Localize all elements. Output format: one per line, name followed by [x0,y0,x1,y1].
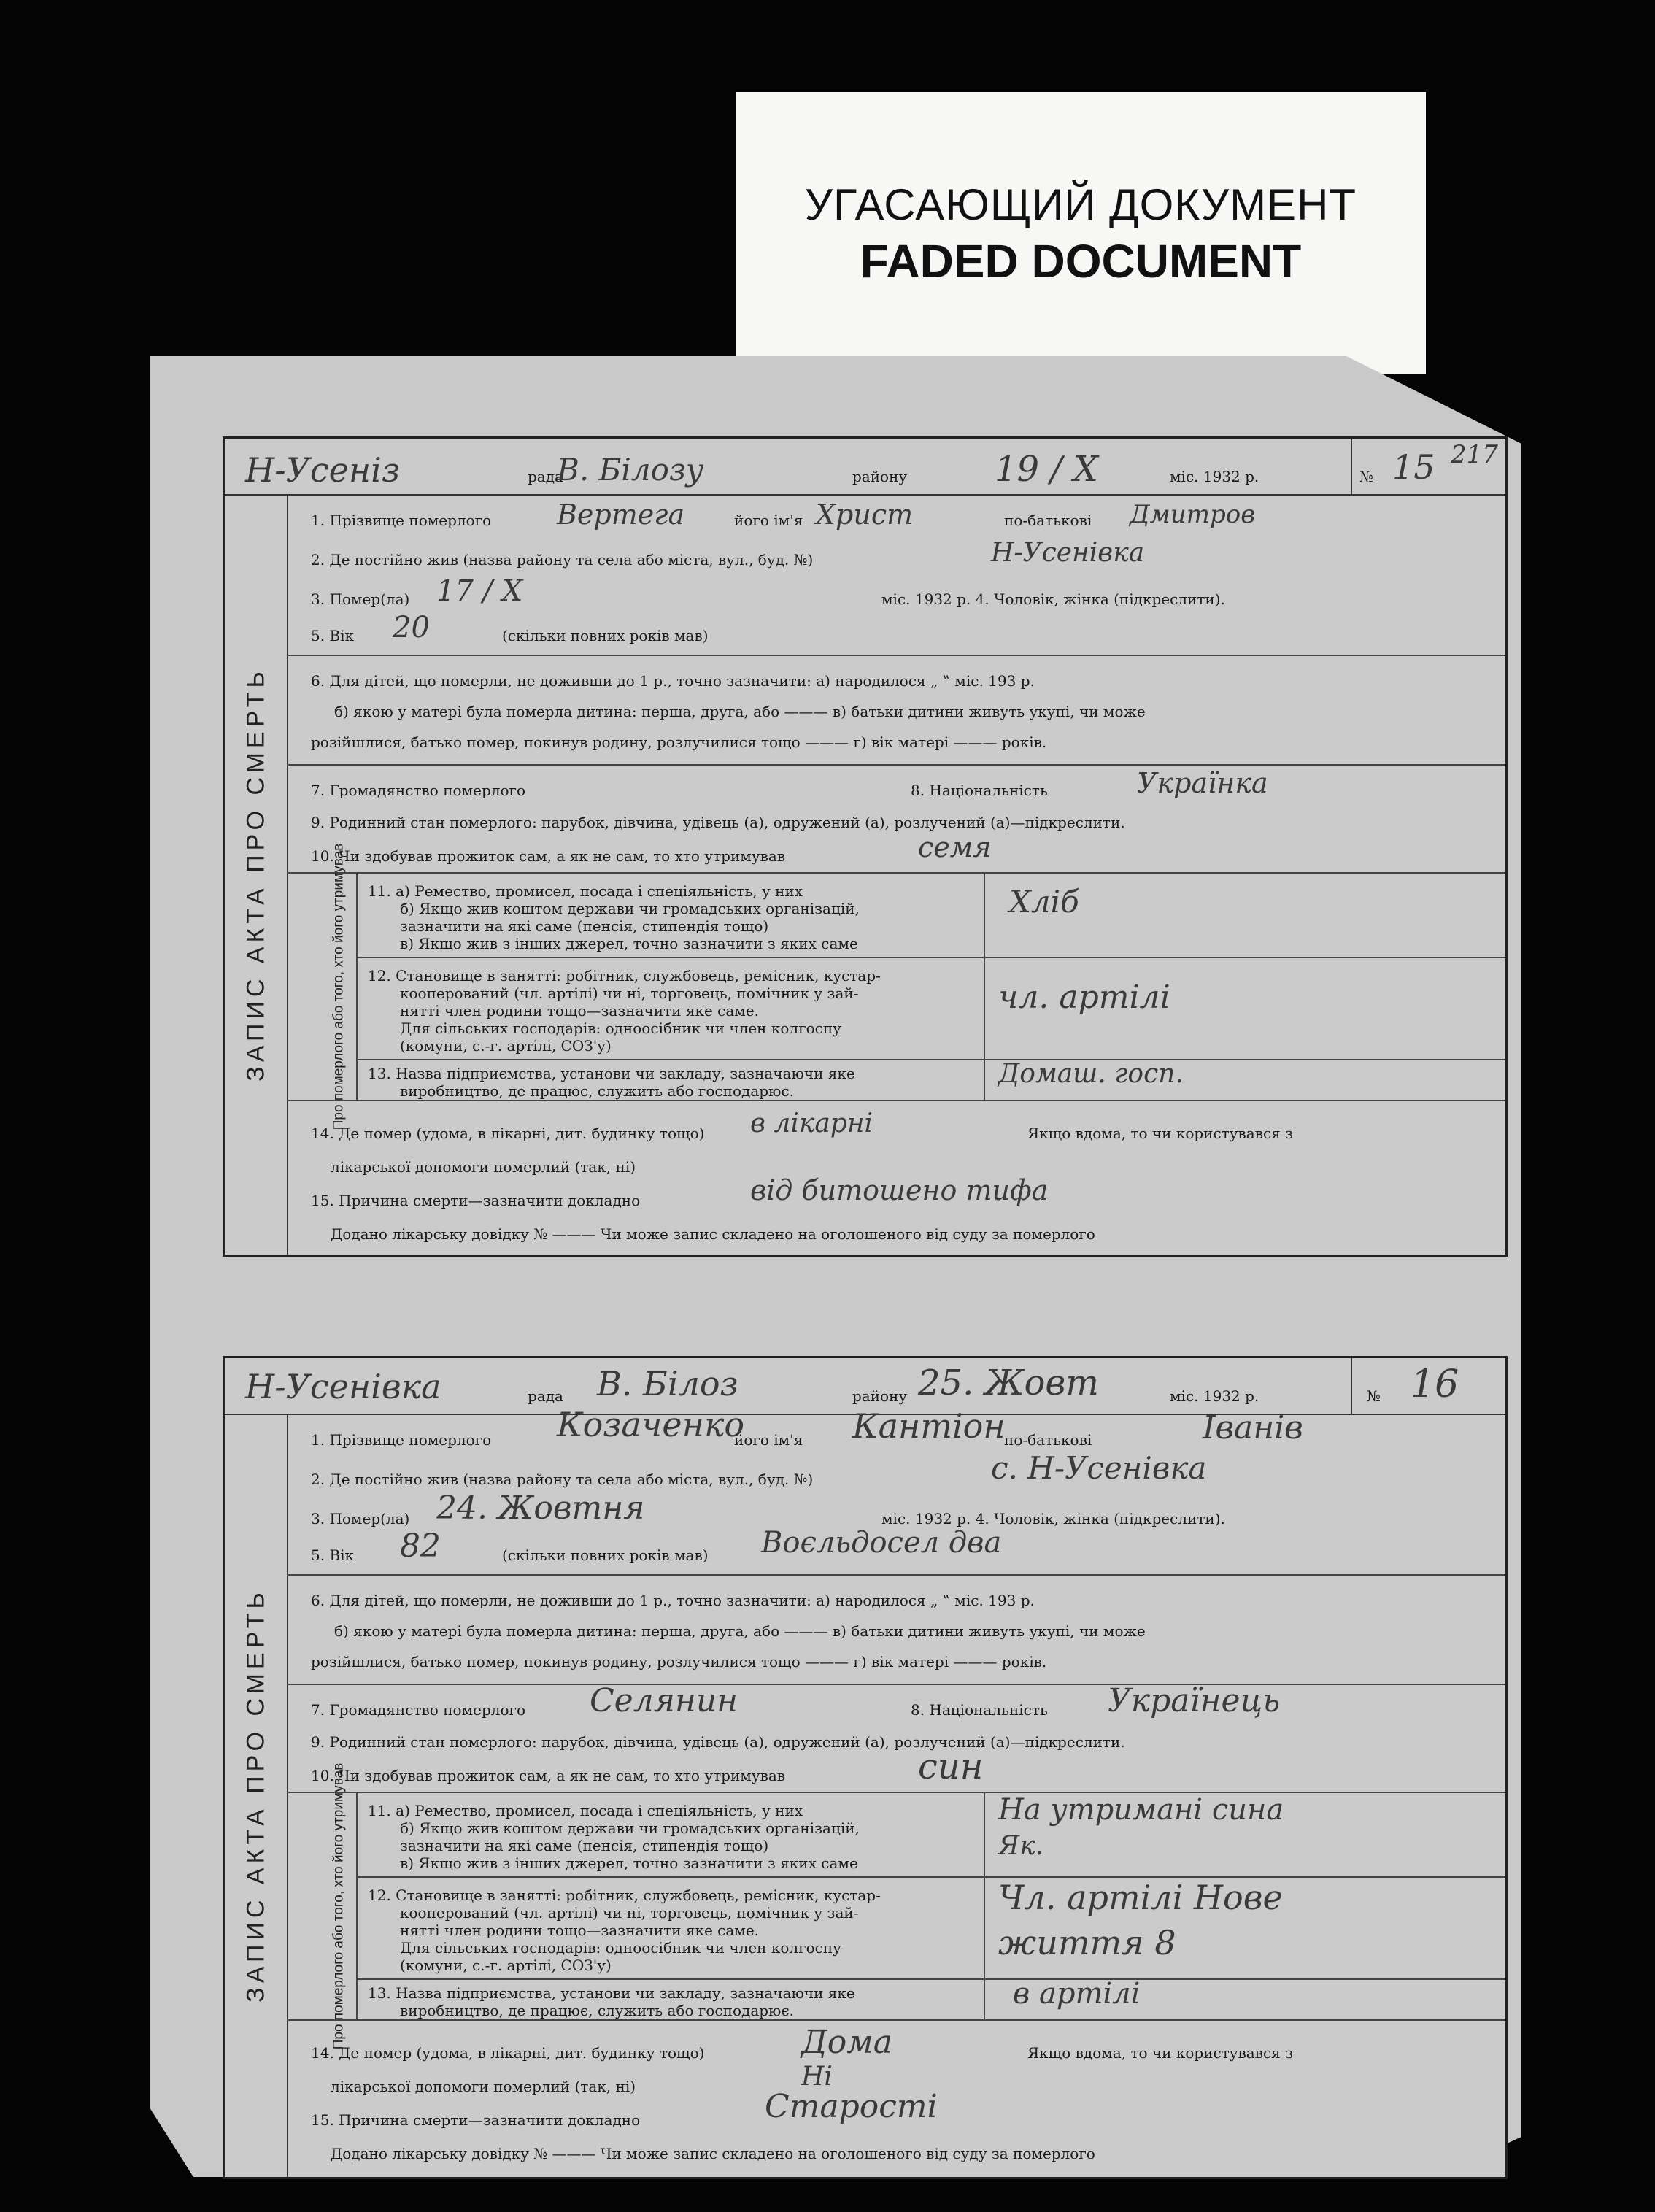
q14c: лікарської допомоги померлий (так, ні) [331,2078,636,2095]
district: В. Білоз [597,1364,738,1403]
residence: Н-Усенівка [991,538,1145,568]
q14c: лікарської допомоги померлий (так, ні) [331,1158,636,1176]
q11c: зазначити на які саме (пенсія, стипендія тощо) [400,917,769,935]
q11b: б) Якщо жив коштом держави чи громадських організацій, [400,1819,860,1837]
divider [287,872,1505,874]
q6c: розійшлися, батько помер, покинув родину, розлучилися тощо ——— г) вік матері ——— років. [311,1653,1047,1670]
occupation-line-2: Як. [998,1831,1044,1861]
q6a: 6. Для дітей, що померли, не доживши до 1 р., точно зазначити: а) народилося „ ‟ міс. 193 р. [311,672,1035,690]
q16: Додано лікарську довідку № ——— Чи може запис складено на оголошеного від суду за померлого [331,2145,1095,2162]
position-line-2: життя 8 [998,1923,1176,1962]
q5: 5. Вік [311,1546,355,1564]
cause-of-death: Старості [765,2088,938,2125]
divider-v [356,872,358,1100]
q11d: в) Якщо жив з інших джерел, точно зазначити з яких саме [400,1854,858,1872]
q11c: зазначити на які саме (пенсія, стипендія тощо) [400,1837,769,1854]
q12b: кооперований (чл. артілі) чи ні, торговець, помічник у зай- [400,1904,859,1922]
patronymic: Іванів [1203,1409,1303,1446]
q7: 7. Громадянство померлого [311,1701,526,1719]
q12d: Для сільських господарів: одноосібник чи член колгоспу [400,1939,841,1957]
label-rada: рада [528,1387,563,1405]
surname: Козаченко [557,1405,745,1444]
q1-patronymic: по-батькові [1004,1431,1092,1449]
position: чл. артілі [998,979,1170,1016]
cause-of-death: від битошено тифа [750,1174,1049,1206]
q1-name: його ім'я [734,512,803,529]
position-line-1: Чл. артілі Нове [998,1878,1283,1917]
nationality: Українка [1137,767,1268,799]
q5: 5. Вік [311,627,355,644]
page-number: 217 [1451,440,1498,469]
record-number: 15 [1392,447,1435,487]
q10: 10. Чи здобував прожиток сам, а як не сам, то хто утримував [311,1767,786,1784]
q15: 15. Причина смерти—зазначити докладно [311,2111,641,2129]
divider [287,764,1505,766]
divider [356,1876,1505,1878]
divider-v [356,1792,358,2019]
q3: 3. Помер(ла) [311,590,410,608]
q9: 9. Родинний стан померлого: парубок, дівчина, удівець (а), одружений (а), розлучений (а)—підкреслити. [311,814,1125,831]
divider [356,957,1505,958]
date-of-death: 17 / X [436,574,523,608]
record-number: 16 [1411,1363,1459,1406]
q11d: в) Якщо жив з інших джерел, точно зазначити з яких саме [400,935,858,952]
q12a: 12. Становище в занятті: робітник, службовець, ремісник, кустар- [368,1887,881,1904]
q12c: нятті член родини тощо—зазначити яке саме. [400,1002,760,1020]
divider [287,1574,1505,1576]
q14b: Якщо вдома, то чи користувався з [1027,1125,1294,1142]
first-name: Кантіон [852,1406,1006,1446]
q15: 15. Причина смерти—зазначити докладно [311,1192,641,1209]
label-number: № [1367,1387,1381,1405]
q10: 10. Чи здобував прожиток сам, а як не сам, то хто утримував [311,847,786,865]
district: В. Білозу [557,452,704,488]
q5-years: (скільки повних років мав) [502,1546,709,1564]
age: 20 [393,611,430,644]
record-number-box [1351,1358,1505,1414]
q12a: 12. Становище в занятті: робітник, службовець, ремісник, кустар- [368,967,881,984]
divider-v [984,1792,985,2019]
q6c: розійшлися, батько помер, покинув родину, розлучилися тощо ——— г) вік матері ——— років. [311,733,1047,751]
divider [356,1059,1505,1060]
faded-document-notice [736,92,1426,374]
age-note: Воєльдосел два [761,1526,1002,1560]
q8: 8. Національність [911,782,1048,799]
q2: 2. Де постійно жив (назва району та села або міста, вул., буд. №) [311,1471,814,1488]
divider [287,1684,1505,1685]
date-of-death: 24. Жовтня [436,1490,645,1527]
workplace: в артілі [1013,1977,1141,2011]
q9: 9. Родинний стан померлого: парубок, дівчина, удівець (а), одружений (а), розлучений (а)—підкреслити. [311,1733,1125,1751]
q14b: Якщо вдома, то чи користувався з [1027,2044,1294,2062]
q6b: б) якою у матері була померла дитина: перша, друга, або ——— в) батьки дитини живуть укупі, чи може [334,1622,1146,1640]
village: Н-Усенівка [245,1367,441,1406]
q1: 1. Прізвище померлого [311,512,492,529]
label-raion: району [852,468,908,485]
q14a: 14. Де помер (удома, в лікарні, дит. будинку тощо) [311,1125,705,1142]
q1-name: його ім'я [734,1431,803,1449]
residence: с. Н-Усенівка [991,1450,1207,1486]
q13a: 13. Назва підприємства, установи чи закладу, зазначаючи яке [368,1065,855,1082]
q16: Додано лікарську довідку № ——— Чи може запис складено на оголошеного від суду за померлого [331,1225,1095,1243]
divider [287,1792,1505,1793]
label-rada: рада [528,468,563,485]
label-raion: району [852,1387,908,1405]
workplace: Домаш. госп. [998,1059,1184,1089]
nationality: Українець [1108,1682,1281,1719]
q8: 8. Національність [911,1701,1048,1719]
q12d: Для сільських господарів: одноосібник чи член колгоспу [400,1020,841,1037]
q11a: 11. а) Ремество, промисел, посада і спеціяльність, у них [368,1802,803,1819]
q3-month: міс. 1932 р. 4. Чоловік, жінка (підкреслити). [881,590,1225,608]
divider [287,1100,1505,1101]
supported-by: син [918,1746,984,1787]
q1: 1. Прізвище померлого [311,1431,492,1449]
notice-en: FADED DOCUMENT [860,235,1302,288]
divider [287,2019,1505,2021]
divider [356,1978,1505,1980]
side-title-text: ЗАПИС АКТА ПРО СМЕРТЬ [242,667,269,1082]
q6a: 6. Для дітей, що померли, не доживши до 1 р., точно зазначити: а) народилося „ ‟ міс. 193 р. [311,1592,1035,1609]
place-of-death: Дома [801,2024,892,2061]
q5-years: (скільки повних років мав) [502,627,709,644]
side-title [225,1414,288,2177]
divider-v [984,872,985,1100]
patronymic: Дмитров [1130,500,1255,529]
q3: 3. Помер(ла) [311,1510,410,1527]
q7: 7. Громадянство померлого [311,782,526,799]
subject-side-label: Про померлого або того, хто його утримував [331,843,347,1130]
q12b: кооперований (чл. артілі) чи ні, торговець, помічник у зай- [400,984,859,1002]
q13b: виробництво, де працює, служить або господарює. [400,2002,795,2019]
supported-by: семя [918,831,992,863]
q3-month: міс. 1932 р. 4. Чоловік, жінка (підкреслити). [881,1510,1225,1527]
first-name: Христ [816,498,914,531]
side-title [225,494,288,1255]
q2: 2. Де постійно жив (назва району та села або міста, вул., буд. №) [311,551,814,569]
q13a: 13. Назва підприємства, установи чи закладу, зазначаючи яке [368,1984,855,2002]
q11a: 11. а) Ремество, промисел, посада і спеціяльність, у них [368,882,803,900]
death-record-form-1 [223,436,1508,1257]
record-number-box [1351,439,1505,494]
medical-help: Ні [801,2062,833,2092]
occupation-line-1: На утримані сина [998,1793,1284,1827]
occupation: Хліб [1009,884,1079,920]
q12e: (комуни, с.-г. артілі, СОЗ'у) [400,1957,612,1974]
side-title-text: ЗАПИС АКТА ПРО СМЕРТЬ [242,1588,269,2003]
q14a: 14. Де помер (удома, в лікарні, дит. будинку тощо) [311,2044,705,2062]
q11b: б) Якщо жив коштом держави чи громадських організацій, [400,900,860,917]
village: Н-Усеніз [245,450,400,490]
age: 82 [400,1527,441,1565]
place-of-death: в лікарні [750,1109,873,1138]
q13b: виробництво, де працює, служить або господарює. [400,1082,795,1100]
surname: Вертега [557,498,685,531]
q6b: б) якою у матері була померла дитина: перша, друга, або ——— в) батьки дитини живуть укупі, чи може [334,703,1146,720]
death-record-form-2 [223,1356,1508,2179]
divider [287,655,1505,656]
notice-ru: УГАСАЮЩИЙ ДОКУМЕНТ [804,180,1357,229]
citizenship: Селянин [590,1682,738,1719]
q12e: (комуни, с.-г. артілі, СОЗ'у) [400,1037,612,1055]
label-mis: міс. 1932 р. [1170,468,1259,485]
q12c: нятті член родини тощо—зазначити яке саме. [400,1922,760,1939]
record-date: 19 / X [995,449,1098,490]
q1-patronymic: по-батькові [1004,512,1092,529]
subject-side-label: Про померлого або того, хто його утримував [331,1762,347,2050]
label-number: № [1359,468,1373,485]
label-mis: міс. 1932 р. [1170,1387,1259,1405]
record-date: 25. Жовт [918,1363,1099,1403]
form-header [225,439,1505,496]
